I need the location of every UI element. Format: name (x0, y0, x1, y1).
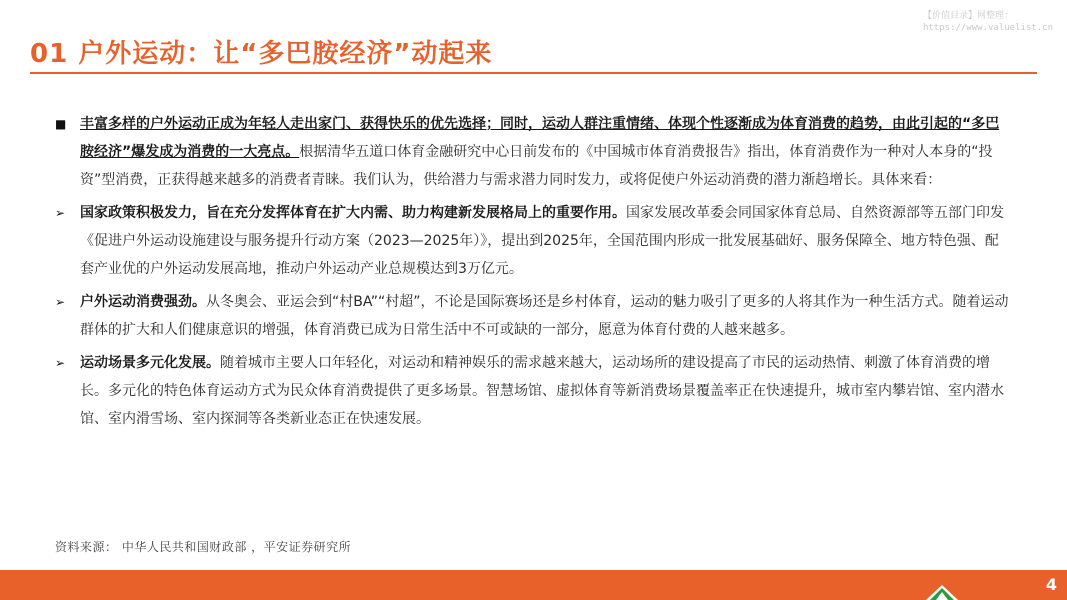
paragraph-body: 国家发展改革委会同国家体育总局、自然资源部等五部门印发《促进户外运动设施建设与服务提升行动方案（2023—2025年）》，提出到2025年，全国范围内形成一批发展基础好、服务保障全、地方特色强、配套产业优的户外运动发展高地，推动户外运动产业总规模达到3万亿元。 (80, 205, 1004, 277)
watermark (923, 10, 1053, 34)
arrow-bullet-icon: ➢ (55, 356, 66, 370)
paragraph-body: 根据清华五道口体育金融研究中心日前发布的《中国城市体育消费报告》指出，体育消费作为一种对人本身的“投资”型消费，正获得越来越多的消费者青睐。我们认为，供给潜力与需求潜力同时发力，或将促使户外运动消费的潜力渐趋增长。具体来看： (80, 144, 993, 188)
watermark-line-1: 【价值目录】网整理： (922, 11, 1013, 21)
paragraph-lead: 户外运动消费强劲。 (80, 294, 206, 310)
paragraph-scenes (55, 349, 1012, 433)
page-number: 4 (1045, 575, 1057, 594)
arrow-bullet-icon: ➢ (55, 295, 66, 309)
paragraph-lead: 国家政策积极发力，旨在充分发挥体育在扩大内需、助力构建新发展格局上的重要作用。 (80, 205, 626, 221)
ping-an-logo-icon (925, 584, 959, 600)
paragraph-body: 从冬奥会、亚运会到“村BA”“村超”，不论是国际赛场还是乡村体育，运动的魅力吸引了更多的人将其作为一种生活方式。随着运动群体的扩大和人们健康意识的增强，体育消费已成为日常生活中不可或缺的一部分，愿意为体育付费的人越来越多。 (80, 294, 1009, 338)
body-content (55, 110, 1012, 438)
paragraph-policy (55, 199, 1012, 283)
page-title: 01 户外运动：让“多巴胺经济”动起来 (30, 39, 493, 69)
paragraph-lead: 丰富多样的户外运动正成为年轻人走出家门、获得快乐的优先选择；同时，运动人群注重情绪、体现个性逐渐成为体育消费的趋势，由此引起的“多巴胺经济”爆发成为消费的一大亮点。 (80, 116, 1000, 160)
paragraph-body: 随着城市主要人口年轻化，对运动和精神娱乐的需求越来越大，运动场所的建设提高了市民的运动热情、刺激了体育消费的增长。多元化的特色体育运动方式为民众体育消费提供了更多场景。智慧场馆、虚拟体育等新消费场景覆盖率正在快速提升，城市室内攀岩馆、室内潜水馆、室内滑雪场、室内探洞等各类新业态正在快速发展。 (80, 355, 1004, 427)
footer-bar (0, 570, 1067, 600)
paragraph-intro (55, 110, 1012, 194)
source-note: 资料来源： 中华人民共和国财政部 ，平安证券研究所 (55, 540, 352, 554)
title-divider (30, 72, 1037, 74)
paragraph-lead: 运动场景多元化发展。 (80, 355, 220, 371)
watermark-line-2: https://www.valuelist.cn (922, 23, 1053, 33)
arrow-bullet-icon: ➢ (55, 206, 66, 220)
paragraph-consumption (55, 288, 1012, 344)
square-bullet-icon: ■ (55, 117, 67, 131)
